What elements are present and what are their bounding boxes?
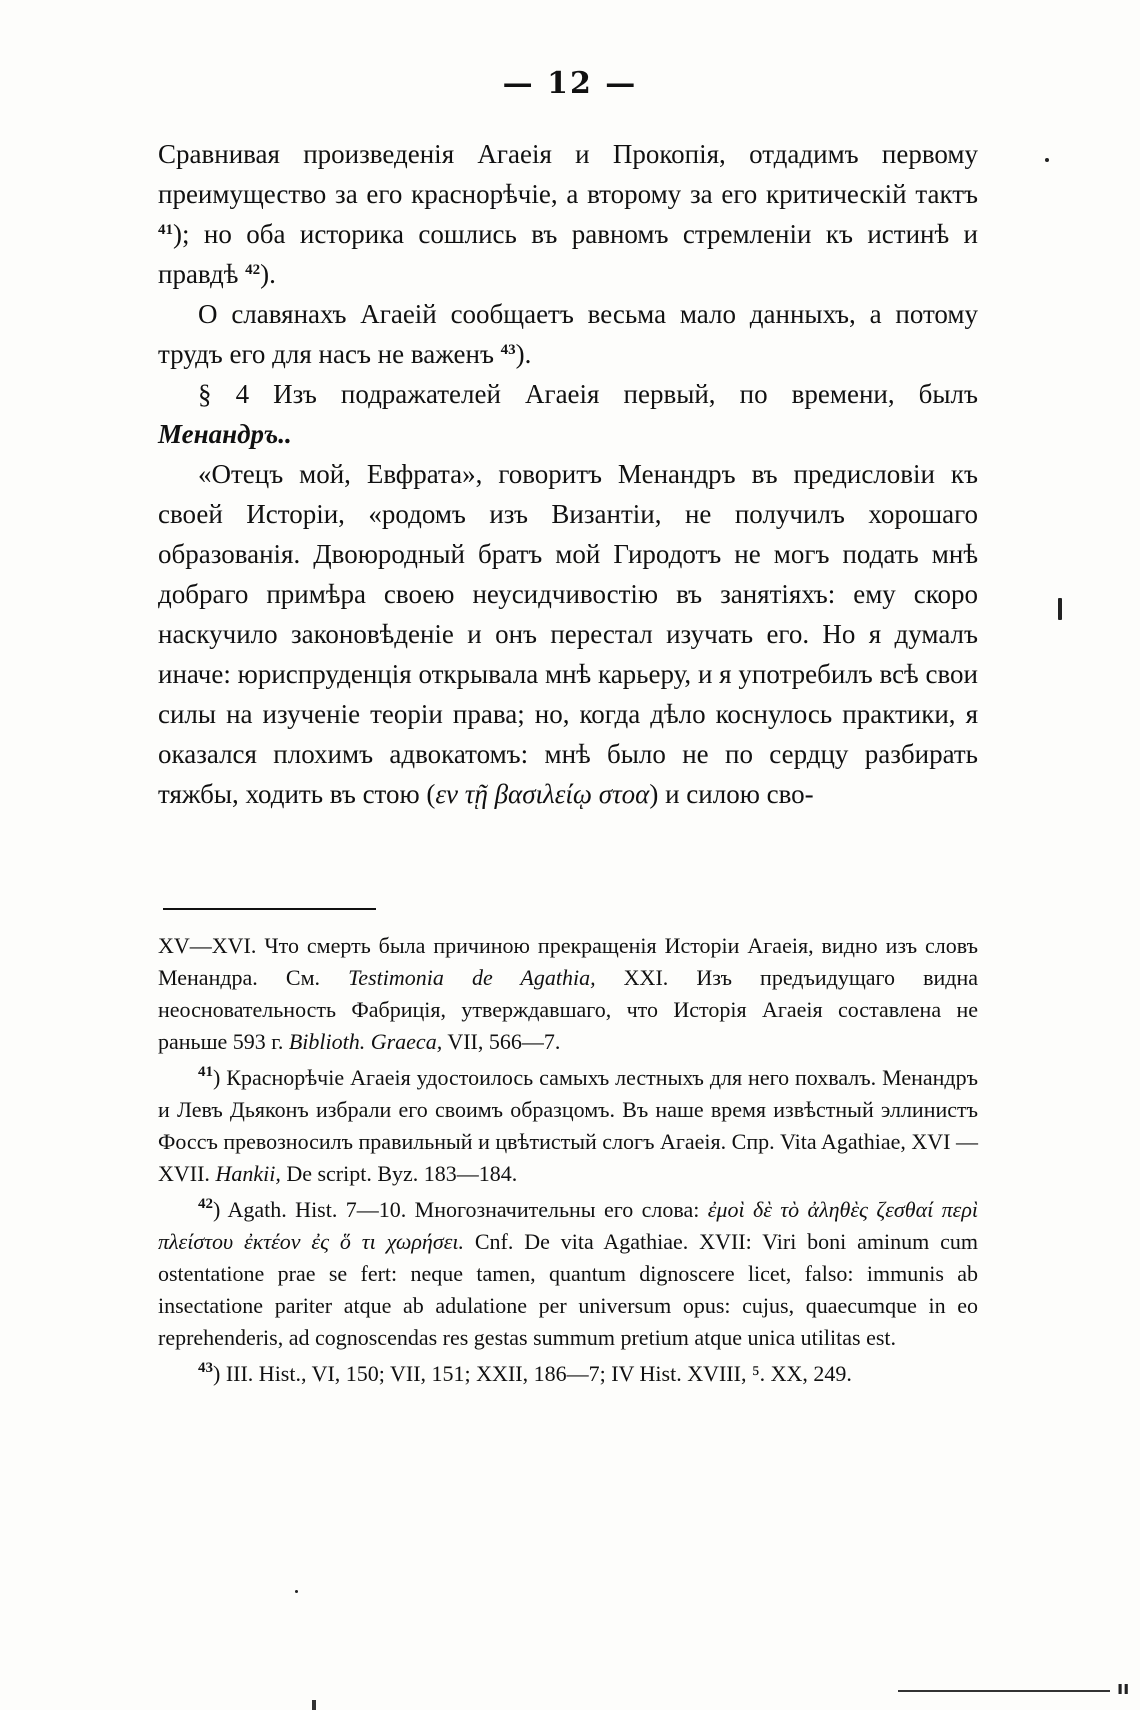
paragraph-2-text: О славянахъ Агаеій сообщаетъ весьма мало данныхъ, а потому трудъ его для насъ не важенъ [158, 299, 978, 369]
footnote-43-number: 43 [198, 1360, 213, 1376]
footnote-41-text: ) Краснорѣчіе Агаеія удостоилось самыхъ лестныхъ для него похвалъ. Менандръ и Левъ Дьяконъ избрали его своимъ образцомъ. Въ наше время извѣстный эллинистъ Фоссъ превозносилъ правильный и цвѣтистый слогъ Агаеія. Cпр. Vita Agathiae, XVI — XVII. [158, 1065, 978, 1186]
footnote-43 [158, 1358, 978, 1390]
footnotes [158, 930, 978, 1394]
footnote-cont-text-3: VII, 566—7. [447, 1029, 561, 1054]
main-text [158, 134, 978, 814]
menander-name: Менандръ.. [158, 419, 292, 449]
footnote-cont-title: Testimonia de Agathia, [348, 965, 596, 990]
paragraph-1: Сравнивая произведенія Агаеія и Прокопія, отдадимъ первому преимущество за его краснорѣчіе, а второму за его критическій тактъ $^{41}$); но оба историка сошлись въ равномъ стремленіи къ истинѣ и правдѣ $^{42}$). [158, 139, 978, 289]
footnote-cont-text-2: XXI. Изъ предъидущаго видна неосновательность Фабриція, утверждавшаго, что Исторія Агаеія составлена не раньше 593 г. [158, 965, 978, 1054]
paragraph-4-end: ) и силою сво- [649, 779, 814, 809]
footnote-42 [158, 1194, 978, 1354]
paragraph-1-text-cont: ); но оба историка сошлись въ равномъ стремленіи къ истинѣ и правдѣ [158, 219, 978, 289]
footnote-ref-43: 43 [500, 342, 516, 358]
greek-quote: εν τῇ βασιλείῳ στοα [435, 779, 650, 809]
footnote-41-author: Hankii, [215, 1161, 281, 1186]
footnote-43-text: ) III. Hist., VI, 150; VII, 151; XXII, 186—7; IV Hist. XVIII, ⁵. XX, 249. [213, 1361, 852, 1386]
footnote-ref-41: 41 [158, 222, 173, 238]
footnote-42-greek: ἐμοὶ δὲ τὸ ἀληθὲς ζεσθαί περὶ πλείστου ἐκτέον ἐς ὅ τι χωρήσει. [158, 1197, 979, 1254]
footnote-ref-42: 42 [245, 262, 261, 278]
page-number: — 12 — [502, 66, 638, 101]
footnote-42-number: 42 [198, 1196, 213, 1212]
footnote-42-text-2: Cnf. De vita Agathiae. XVII: Viri boni aminum cum ostentatione prae se fert: neque tamen, quantum dignoscere licet, falso: immunis ab insectatione pariter atque ab adulatione per universum opus: cujus, quaecumque in eo reprehenderis, ad cognoscendas res gestas summum pretium atque unica utilitas est. [158, 1229, 979, 1350]
scan-edge-line [898, 1690, 1110, 1692]
page-corner-mark: ıı [1117, 1678, 1130, 1699]
section-heading-text: § 4 Изъ подражателей Агаеія первый, по времени, былъ [198, 379, 978, 409]
footnote-continuation [158, 930, 978, 1058]
scan-speck [1058, 598, 1062, 620]
paragraph-3 [158, 374, 978, 454]
scan-speck [1045, 158, 1049, 162]
paragraph-2: О славянахъ Агаеій сообщаетъ весьма мало данныхъ, а потому трудъ его для насъ не важенъ $^{43}$). [158, 299, 978, 369]
scan-speck [295, 1590, 298, 1593]
paragraph-4 [158, 454, 978, 814]
scan-edge-tick [312, 1700, 316, 1710]
footnote-cont-title-2: Biblioth. Graeca, [288, 1029, 443, 1054]
footnote-41-text-2: De script. Byz. 183—184. [286, 1161, 518, 1186]
footnote-cont-text: XV—XVI. Что смерть была причиною прекращенія Исторіи Агаеія, видно изъ словъ Менандра. См. [158, 933, 978, 990]
paragraph-1-text: Сравнивая произведенія Агаеія и Прокопія, отдадимъ первому преимущество за его краснорѣчіе, а второму за его критическій тактъ [158, 139, 978, 209]
footnote-42-text: ) Agath. Hist. 7—10. Многозначительны его слова: [213, 1197, 700, 1222]
paragraph-4-text: «Отецъ мой, Евфрата», говоритъ Менандръ въ предисловіи къ своей Исторіи, «родомъ изъ Византіи, не получилъ хорошаго образованія. Двоюродный братъ мой Гиродотъ не могъ подать мнѣ добраго примѣра своею неусидчивостію въ занятіяхъ: ему скоро наскучило законовѣденіе и онъ перестал изучать его. Но я думалъ иначе: юриспруденція открывала мнѣ карьеру, и я употребилъ всѣ свои силы на изученіе теоріи права; но, когда дѣло коснулось практики, я оказался плохимъ адвокатомъ: мнѣ было не по сердцу разбирать тяжбы, ходить въ стою ( [158, 459, 978, 809]
footnote-41-number: 41 [198, 1064, 213, 1080]
footnote-separator [163, 908, 376, 910]
footnote-41 [158, 1062, 978, 1190]
